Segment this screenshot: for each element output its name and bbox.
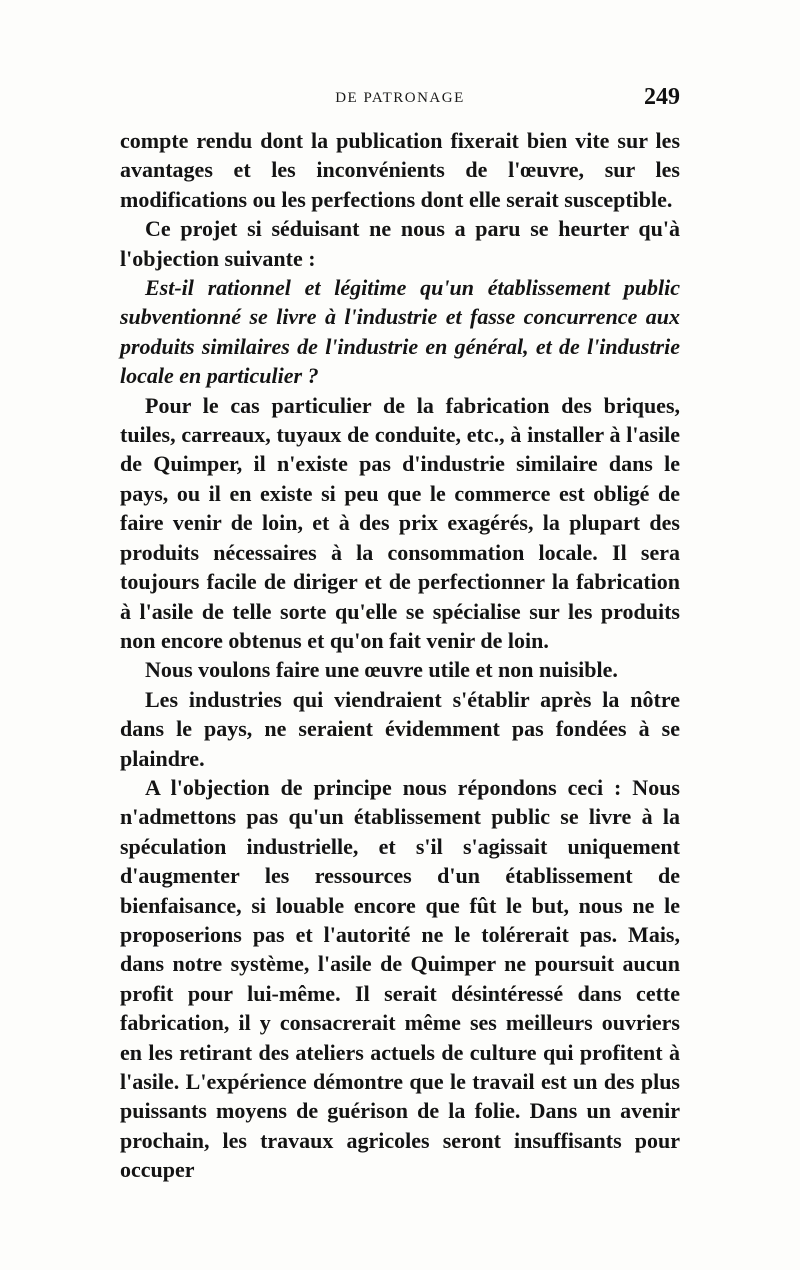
paragraph: Nous voulons faire une œuvre utile et non nuisible. [145,657,618,683]
page-number: 249 [644,84,680,110]
paragraph: A l'objection de principe nous répondons ceci : Nous n'admettons pas qu'un établissement public se livre à la spéculation industrielle, et s'il s'agissait uniquement d'augmenter les ressources d'un établissement de bienfaisance, si louable encore que fût le but, nous ne le proposerions pas et l'autorité ne le tolérerait pas. Mais, dans notre système, l'asile de Quimper ne poursuit aucun profit pour lui-même. Il serait désintéressé dans cette fabrication, il y consacrerait même ses meilleurs ouvriers en les retirant des ateliers actuels de culture qui profitent à l'asile. L'expérience démontre que le travail est un des plus puissants moyens de guérison de la folie. Dans un avenir prochain, les travaux agricoles seront insuffisants pour occuper [120,774,680,1183]
running-title: DE PATRONAGE [335,90,465,106]
paragraph: Pour le cas particulier de la fabrication des briques, tuiles, carreaux, tuyaux de conduite, etc., à installer à l'asile de Quimper, il n'existe pas d'industrie similaire dans le pays, ou il en existe si peu que le commerce est obligé de faire venir de loin, et à des prix exagérés, la plupart des produits nécessaires à la consommation locale. Il sera toujours facile de diriger et de perfectionner la fabrication à l'asile de telle sorte qu'elle se spécialise sur les produits non encore obtenus et qu'on fait venir de loin. [120,392,680,653]
body-text [120,126,680,1185]
running-head [120,84,680,118]
paragraph-italic-question: Est-il rationnel et légitime qu'un établissement public subventionné se livre à l'industrie et fasse concurrence aux produits similaires de l'industrie en général, et de l'industrie locale en particulier ? [120,275,680,389]
paragraph: Les industries qui viendraient s'établir après la nôtre dans le pays, ne seraient évidemment pas fondées à se plaindre. [120,686,680,771]
paragraph: Ce projet si séduisant ne nous a paru se heurter qu'à l'objection suivante : [120,216,680,271]
paragraph: compte rendu dont la publication fixerait bien vite sur les avantages et les inconvénients de l'œuvre, sur les modifications ou les perfections dont elle serait susceptible. [120,128,680,212]
